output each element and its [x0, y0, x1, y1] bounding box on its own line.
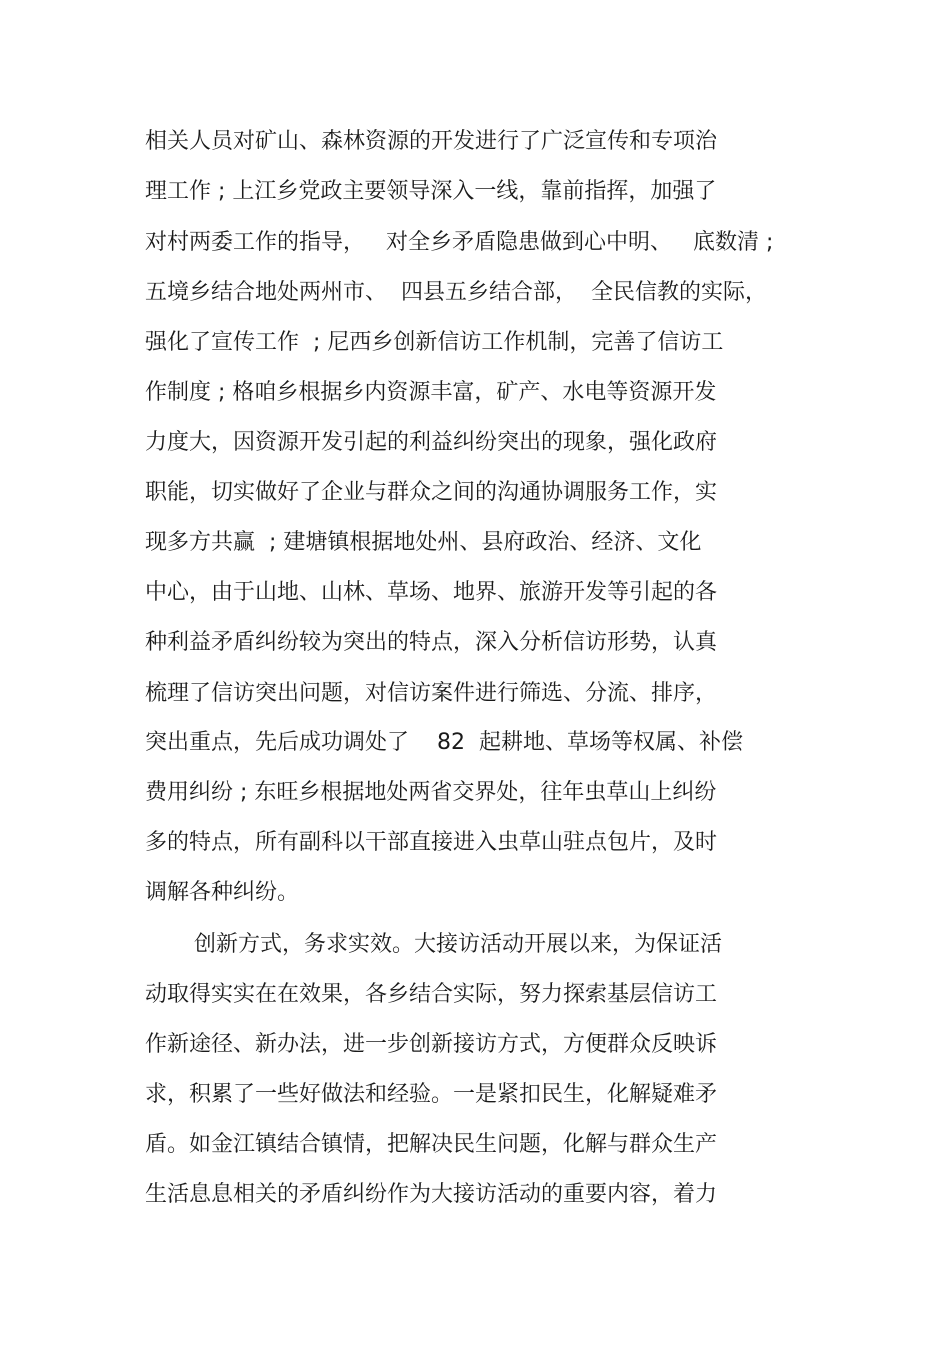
text-line: 调解各种纠纷。 [145, 880, 300, 905]
text-line: 求，积累了一些好做法和经验。一是紧扣民生，化解疑难矛 [145, 1082, 718, 1107]
text-line: 多的特点，所有副科以干部直接进入虫草山驻点包片，及时 [145, 830, 718, 855]
text-line: 力度大，因资源开发引起的利益纠纷突出的现象，强化政府 [145, 430, 718, 455]
text-line: 五境乡结合地处两州市、 四县五乡结合部， 全民信教的实际， [145, 280, 767, 305]
text-line: 生活息息相关的矛盾纠纷作为大接访活动的重要内容，着力 [145, 1182, 718, 1207]
text-line: 职能，切实做好了企业与群众之间的沟通协调服务工作，实 [145, 480, 718, 505]
text-line: 梳理了信访突出问题，对信访案件进行筛选、分流、排序， [145, 681, 718, 706]
text-line: 强化了宣传工作 ; 尼西乡创新信访工作机制，完善了信访工 [145, 330, 724, 355]
text-line: 动取得实实在在效果，各乡结合实际，努力探索基层信访工 [145, 982, 718, 1007]
text-line: 相关人员对矿山、森林资源的开发进行了广泛宣传和专项治 [145, 129, 718, 154]
paragraph-first-line: 创新方式，务求实效。大接访活动开展以来，为保证活 [194, 932, 723, 957]
text-line: 对村两委工作的指导， 对全乡矛盾隐患做到心中明、 底数清 ; [145, 230, 774, 255]
text-line: 理工作 ; 上江乡党政主要领导深入一线，靠前指挥，加强了 [145, 179, 717, 204]
text-line: 突出重点，先后成功调处了 82 起耕地、草场等权属、补偿 [145, 730, 743, 755]
text-line: 种利益矛盾纠纷较为突出的特点，深入分析信访形势，认真 [145, 630, 718, 655]
text-line: 现多方共赢 ; 建塘镇根据地处州、县府政治、经济、文化 [145, 530, 702, 555]
text-line: 费用纠纷 ; 东旺乡根据地处两省交界处，往年虫草山上纠纷 [145, 780, 717, 805]
text-line: 中心，由于山地、山林、草场、地界、旅游开发等引起的各 [145, 580, 718, 605]
text-line: 盾。如金江镇结合镇情，把解决民生问题，化解与群众生产 [145, 1132, 718, 1157]
text-line: 作制度 ; 格咱乡根据乡内资源丰富，矿产、水电等资源开发 [145, 380, 717, 405]
text-line: 作新途径、新办法，进一步创新接访方式，方便群众反映诉 [145, 1032, 718, 1057]
